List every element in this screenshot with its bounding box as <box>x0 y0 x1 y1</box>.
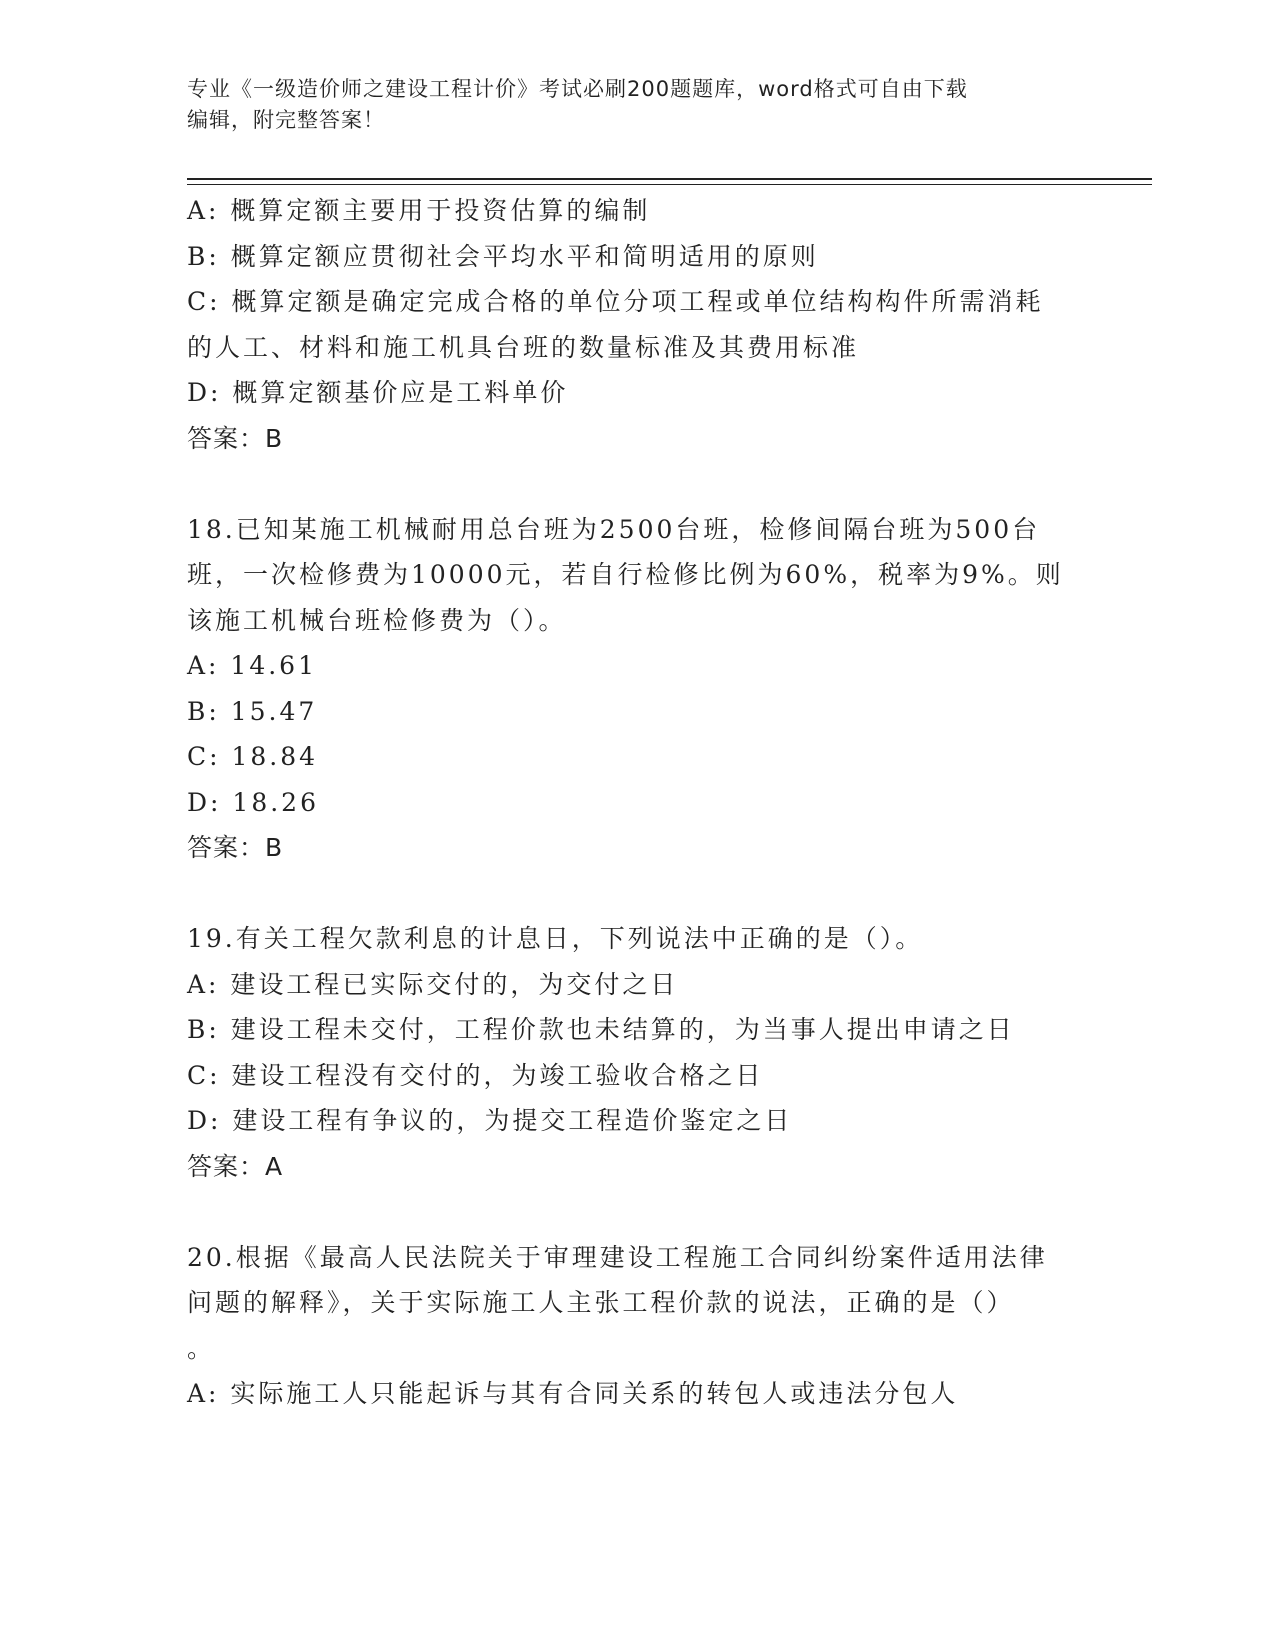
document-header <box>187 74 1067 136</box>
question-stem: 19.有关工程欠款利息的计息日，下列说法中正确的是（）。 <box>187 924 924 953</box>
question-stem-continued: 该施工机械台班检修费为（）。 <box>187 605 567 635</box>
option-c: C: 建设工程没有交付的，为竣工验收合格之日 <box>187 1060 764 1090</box>
option-a: A: 14.61 <box>187 651 317 680</box>
header-divider-thin <box>187 184 1152 185</box>
question-stem-continued: 。 <box>187 1333 216 1363</box>
header-title-line-1: 专业《一级造价师之建设工程计价》考试必刷200题题库，word格式可自由下载 <box>187 77 968 101</box>
header-divider-thick <box>187 178 1152 180</box>
header-title-line-2: 编辑，附完整答案！ <box>187 108 385 132</box>
option-a: A: 实际施工人只能起诉与其有合同关系的转包人或违法分包人 <box>187 1379 959 1408</box>
option-b: B: 概算定额应贯彻社会平均水平和简明适用的原则 <box>187 241 819 271</box>
option-b: B: 建设工程未交付，工程价款也未结算的，为当事人提出申请之日 <box>187 1015 1015 1044</box>
spacer <box>187 461 1087 507</box>
spacer <box>187 1189 1087 1235</box>
question-18 <box>187 507 1087 871</box>
option-c-continued: 的人工、材料和施工机具台班的数量标准及其费用标准 <box>187 332 860 362</box>
option-c: C: 18.84 <box>187 742 319 771</box>
option-a: A: 概算定额主要用于投资估算的编制 <box>187 196 651 225</box>
question-stem: 20.根据《最高人民法院关于审理建设工程施工合同纠纷案件适用法律 <box>187 1242 1048 1272</box>
option-b: B: 15.47 <box>187 696 318 726</box>
option-d: D: 18.26 <box>187 787 319 817</box>
answer-label: 答案：A <box>187 1151 284 1181</box>
answer-label: 答案：B <box>187 833 284 862</box>
question-stem-continued: 问题的解释》，关于实际施工人主张工程价款的说法，正确的是（） <box>187 1288 1015 1317</box>
question-17 <box>187 188 1087 461</box>
option-d: D: 概算定额基价应是工料单价 <box>187 378 569 407</box>
option-d: D: 建设工程有争议的，为提交工程造价鉴定之日 <box>187 1106 793 1135</box>
spacer <box>187 871 1087 917</box>
option-c: C: 概算定额是确定完成合格的单位分项工程或单位结构构件所需消耗 <box>187 287 1044 316</box>
question-20 <box>187 1235 1087 1417</box>
question-19 <box>187 916 1087 1189</box>
option-a: A: 建设工程已实际交付的，为交付之日 <box>187 969 679 999</box>
question-stem: 18.已知某施工机械耐用总台班为2500台班，检修间隔台班为500台 <box>187 514 1041 544</box>
question-content <box>187 188 1087 1417</box>
answer-label: 答案：B <box>187 423 284 453</box>
question-stem-continued: 班，一次检修费为10000元，若自行检修比例为60%，税率为9%。则 <box>187 560 1064 589</box>
